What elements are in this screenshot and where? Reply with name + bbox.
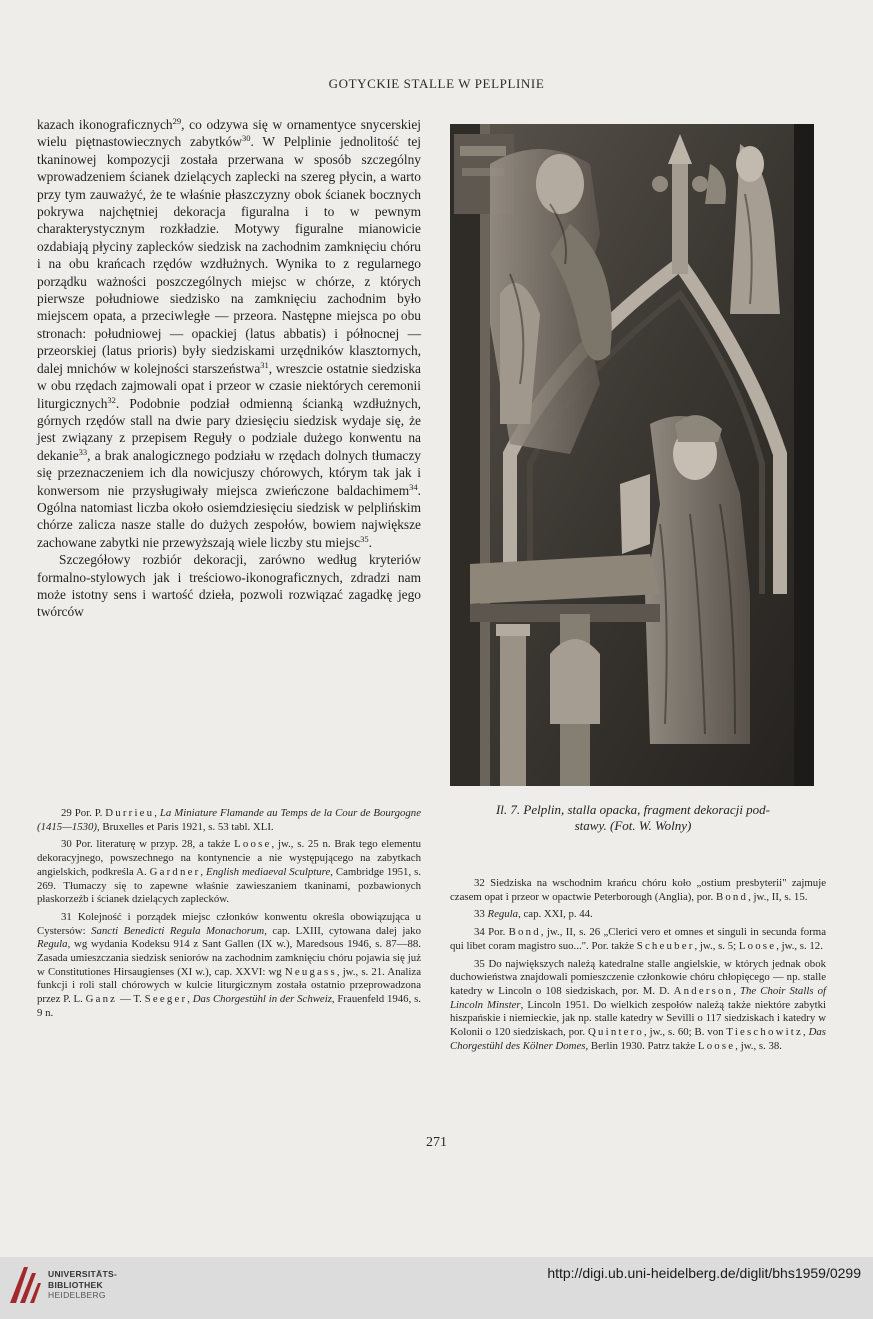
viewer-footer-bar xyxy=(0,1257,873,1319)
paragraph-2: Szczegółowy rozbiór dekoracji, zarówno według kryteriów formalno-stylowych jak i treściowo-ikonograficznych, zdradzi nam może istotny sens i wartość dzieła, pozwoli rozwiązać zagadkę jego twórców xyxy=(37,552,421,620)
library-logo-text: UNIVERSITÄTS- BIBLIOTHEK HEIDELBERG xyxy=(48,1269,118,1300)
footnotes-right-column xyxy=(450,877,826,1057)
footnote-ref-34[interactable]: 34 xyxy=(409,481,418,492)
caption-line-1: Il. 7. Pelplin, stalla opacka, fragment dekoracji pod- xyxy=(495,802,771,817)
footnote-33: 33 Regula, cap. XXI, p. 44. xyxy=(474,908,593,921)
footnote-ref-29[interactable]: 29 xyxy=(172,116,182,126)
footnotes-left-column xyxy=(37,807,421,1025)
caption-line-2: stawy. (Fot. W. Wolny) xyxy=(574,818,692,833)
carved-relief-image xyxy=(450,124,814,786)
footnote-31: 31 Kolejność i porządek miejsc członków konwentu określa obowiązująca u Cystersów: Sancti Benedicti Regula Monachorum, cap. LXIII, cytowana dalej jako Regula, wg wydania Kodeksu 914 z Sant Gallen (IX w.), Maredsous 1946, s. 87—88. Zasada umieszczania siedzisk seniorów na zachodnim zamknięciu chóru pojawia się już w Constitutiones Hirsaugienses (XI w.), cap. XXVI: wg Neugass, jw., s. 21. Analiza funkcji i roli stall chórowych w kulcie liturgicznym została ostatnio przeprowadzona przez P. L. Ganz — T. Seeger, Das Chorgestühl in der Schweiz, Frauenfeld 1946, s. 9 n. xyxy=(37,910,422,1019)
footnote-ref-30[interactable]: 30 xyxy=(242,133,251,144)
footnote-34: 34 Por. Bond, jw., II, s. 26 „Clerici vero et omnes et singuli in secunda forma qui libet coram magistro suo...". Por. także Scheuber, jw., s. 5; Loose, jw., s. 12. xyxy=(450,926,826,952)
footnote-30: 30 Por. literaturę w przyp. 28, a także Loose, jw., s. 25 n. Brak tego elementu dekoracyjnego, powszechnego na kontynencie a nie występującego na zabytkach angielskich, podkreśla A. Gardner, English mediaeval Sculpture, Cambridge 1951, s. 269. Tłumaczy się to zapewne właśnie zawieszaniem tkaninami, pozbawionych płaskorzeźb i ścianek dzielących zaplecków. xyxy=(37,838,421,906)
footnote-ref-31[interactable]: 31 xyxy=(260,359,269,370)
footnote-ref-33[interactable]: 33 xyxy=(78,446,88,457)
running-header: GOTYCKIE STALLE W PELPLINIE xyxy=(328,76,545,91)
footnote-ref-35[interactable]: 35 xyxy=(360,533,369,544)
paragraph-1: kazach ikonograficznych$^{29}$, co odzywa się w ornamentyce snycerskiej wielu piętnastowiecznych zabytków$^{30}$. W Pelplinie jednolitość tej tkaninowej kompozycji została przerwana w sposób szczególny wprowadzeniem ścianek dzielących zaplecki na szereg płycin, a warto przy tym zauważyć, że te właśnie płaszczyzny obok ścianek bocznych pokrywa najchętniej dekoracja figuralna i to w pewnym charakterystycznym rozkładzie. Motywy figuralne mianowicie ozdabiają płyciny zaplecków siedzisk na zachodnim zamknięciu chóru i na obu krańcach rzędów wzdłużnych. Wynika to z regularnego porządku ważności poszczególnych miejsc w chórze, z których pierwsze południowe siedzisko na zamknięciu zachodnim było miejscem opata, a przeciwległe — przeora. Następne miejsca po obu stronach: południowej — opackiej (latus abbatis) i północnej — przeorskiej (latus prioris) były siedziskami urzędników klasztornych, dalej mnichów w kolejności starszeństwa$^{31}$, wreszcie ostatnie siedziska w obu rzędach zajmowali opat i przeor w czasie niektórych ceremonii liturgicznych$^{32}$. Podobnie podział odmienną ścianką wzdłużnych, górnych rzędów stall na dwie pary dziesięciu siedzisk wydaje się, że jest związany z przepisem Reguły o podziale dużego konwentu na dekanie$^{33}$, a brak analogicznego podziału w rzędach dolnych tłumaczy się przeznaczeniem ich dla nowicjuszy chórowych, którym tak jak i konwersom nie przysługiwały miejsca zwieńczone baldachimem$^{34}$. Ogólna natomiast liczba około osiemdziesięciu siedzisk w pelplińskim chórze zalicza nasze stalle do dużych zespołów, bowiem największe zachowane zabytki nie przewyższają wiele liczby stu miejsc$^{35}$. xyxy=(37,116,421,550)
footnote-35: 35 Do największych należą katedralne stalle angielskie, w których jednak obok duchowieństwa znajdowali pomieszczenie członkowie chóru chłopięcego — np. stalle katedry w Lincoln o 108 siedziskach, por. M. D. Anderson, The Choir Stalls of Lincoln Minster, Lincoln 1951. Do wielkich zespołów należą także niektóre zabytki hiszpańskie i niemieckie, jak np. stalle katedry w Sevilli o 117 siedziskach i katedry w Kolonii o 120 siedziskach, por. Quintero, jw., s. 60; B. von Tieschowitz, Das Chorgestühl des Kölner Domes, Berlin 1930. Patrz także Loose, jw., s. 38. xyxy=(450,957,827,1052)
page-number: 271 xyxy=(426,1135,447,1150)
figure-caption xyxy=(441,802,825,834)
source-url-link[interactable]: http://digi.ub.uni-heidelberg.de/diglit/bhs1959/0299 xyxy=(547,1265,861,1281)
footnote-ref-32[interactable]: 32 xyxy=(107,394,116,405)
main-text-column xyxy=(37,116,421,621)
university-library-logo-icon[interactable] xyxy=(8,1263,42,1307)
figure-photo-carved-stall-relief xyxy=(450,124,814,786)
footnote-29: 29 Por. P. Durrieu, La Miniature Flamande au Temps de la Cour de Bourgogne (1415—1530), Bruxelles et Paris 1921, s. 53 tabl. XLI. xyxy=(37,807,421,833)
footnote-32: 32 Siedziska na wschodnim krańcu chóru koło „ostium presbyterii" zajmuje czasem opat i przeor w opactwie Peterborough (Anglia), por. Bond, jw., II, s. 15. xyxy=(450,877,826,903)
